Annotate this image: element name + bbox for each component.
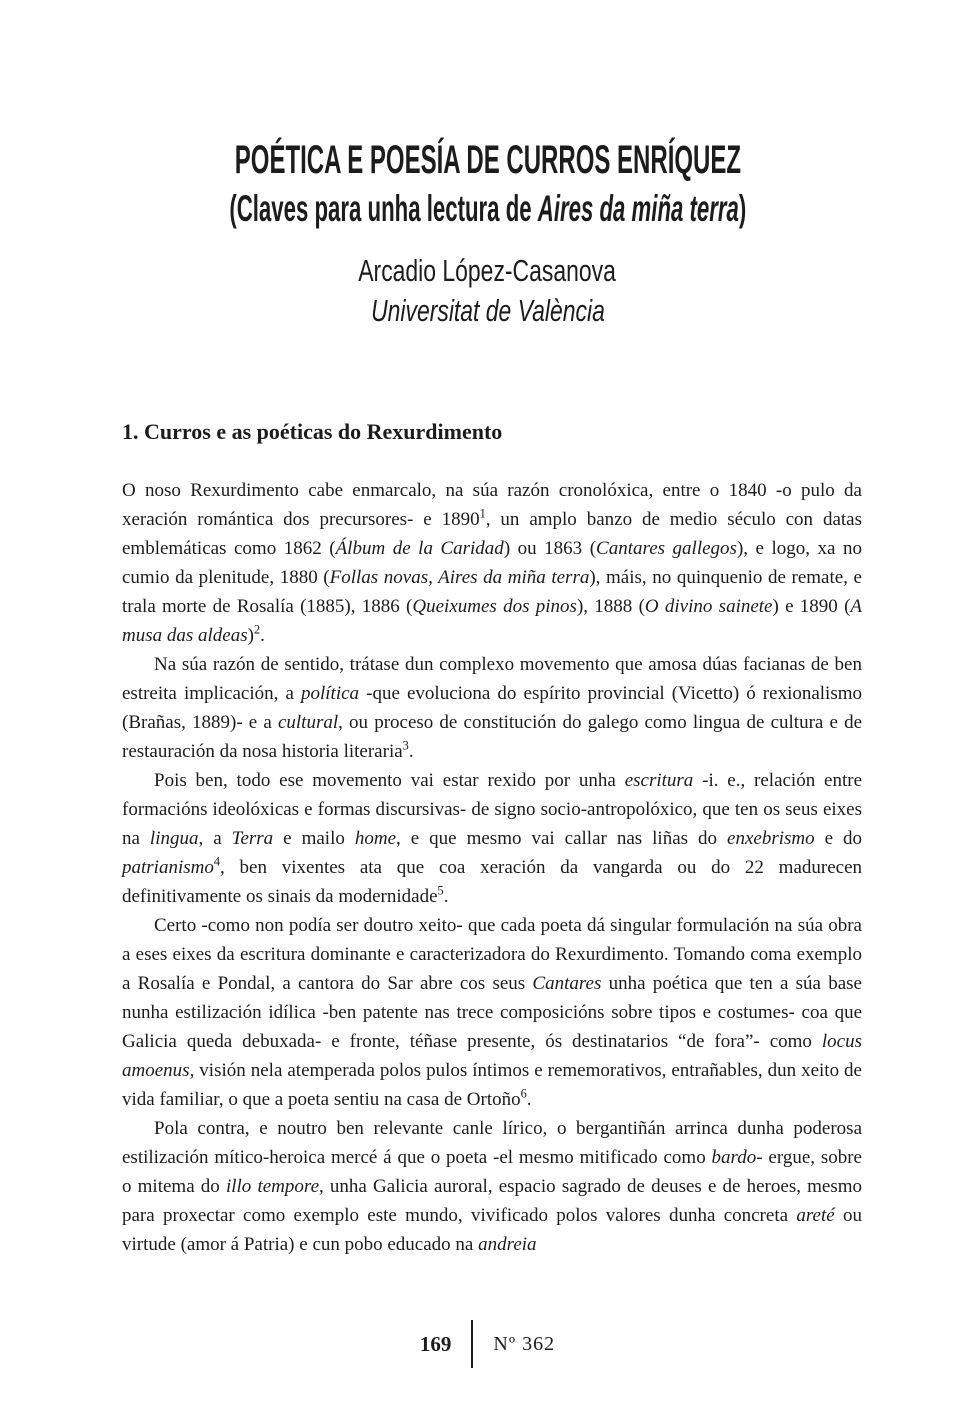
italic-run: patrianismo: [122, 857, 214, 878]
text-run: Pola contra, e noutro ben relevante canle lírico, o bergantiñán arrinca dunha poderosa estilización mítico-heroica mercé á que o poeta -el mesmo mitificado como: [122, 1118, 862, 1168]
title-block: [0, 138, 975, 230]
text-run: -i. e., relación entre formacións ideolóxicas e formas discursivas- de signo socio-antropolóxico, que ten os seus eixes na: [122, 770, 862, 849]
author-name: Arcadio López-Casanova: [358, 253, 617, 288]
text-run: e do: [814, 828, 863, 849]
italic-run: Cantares gallegos: [596, 538, 737, 559]
text-run: .: [408, 741, 414, 762]
article-title-line: [0, 138, 975, 183]
text-run: , a: [198, 828, 232, 849]
footnote-ref: 5: [437, 883, 444, 898]
italic-run: bardo: [711, 1147, 757, 1168]
work-title: Aires da miña terra: [537, 188, 739, 229]
author-affiliation: Universitat de València: [370, 293, 605, 328]
article-subtitle-line: [0, 183, 975, 230]
text-run: ) ou 1863 (: [503, 538, 597, 559]
text-run: Certo -como non podía ser doutro xeito- que cada poeta dá singular formulación na súa obra a eses eixes da escritura dominante e caracterizadora do Rexurdimento. Tomando coma exemplo a Rosalía e Pondal, a cantora do Sar abre cos seus: [122, 915, 862, 994]
italic-run: home: [354, 828, 397, 849]
footnote-ref: 6: [520, 1086, 527, 1101]
text-run: ), 1888 (: [576, 596, 645, 617]
footnote-ref: 2: [253, 622, 261, 637]
page-footer: [0, 1320, 975, 1368]
text-run: Pois ben, todo ese movemento vai estar rexido por unha: [154, 770, 625, 791]
italic-run: locus amoenus: [122, 1031, 862, 1081]
text-run: ), máis, no quinquenio de remate, e trala morte de Rosalía (1885), 1886 (: [122, 567, 862, 617]
italic-run: Queixumes dos pinos: [412, 596, 577, 617]
paragraph: [122, 650, 862, 766]
footnote-ref: 3: [402, 738, 409, 753]
affiliation-line: [0, 293, 975, 329]
italic-run: lingua: [149, 828, 199, 849]
footer-divider: [471, 1320, 473, 1368]
text-run: O noso Rexurdimento cabe enmarcalo, na súa razón cronolóxica, entre o 1840 -o pulo da xeración romántica dos precursores- e 1890: [122, 480, 862, 530]
paragraph: [122, 911, 862, 1114]
paragraph: [122, 476, 862, 650]
italic-run: cultural: [277, 712, 339, 733]
text-run: ): [247, 625, 254, 646]
author-line: [0, 253, 975, 289]
page-number: 169: [419, 1331, 452, 1356]
text-run: -que evoluciona do espírito provincial (Vicetto) ó rexionalismo (Brañas, 1889)- e a: [122, 683, 863, 733]
text-run: .: [260, 625, 265, 646]
italic-run: andreia: [478, 1234, 537, 1255]
text-run: .: [443, 886, 449, 907]
text-run: , visión nela atemperada polos pulos íntimos e rememorativos, entrañables, dun xeito de vida familiar, o que a poeta sentiu na casa de Ortoño: [122, 1060, 862, 1110]
text-run: , e que mesmo vai callar nas liñas do: [396, 828, 728, 849]
italic-run: O divino sainete: [644, 596, 773, 617]
italic-run: enxebrismo: [727, 828, 815, 849]
text-run: , un amplo banzo de medio século con datas emblemáticas como 1862 (: [122, 509, 862, 559]
text-run: unha poética que ten a súa base nunha estilización idílica -ben patente nas trece composicións sobre tipos e costumes- coa que Galicia queda debuxada- e fronte, téñase presente, ós destinatarios “de fora”- como: [122, 973, 862, 1052]
article-body: [122, 476, 862, 1259]
text-run: , ben vixentes ata que coa xeración da vangarda ou do 22 madurecen definitivamente os sinais da modernidade: [122, 857, 862, 907]
footnote-ref: 1: [479, 506, 486, 521]
italic-run: A musa das aldeas: [122, 596, 863, 646]
italic-run: Álbum de la Caridad: [335, 538, 504, 559]
italic-run: illo tempore: [225, 1176, 319, 1197]
paragraph: [122, 1114, 862, 1259]
italic-run: escritura: [624, 770, 694, 791]
text-run: ), e logo, xa no cumio da plenitude, 1880 (: [122, 538, 863, 588]
section-heading: 1. Curros e as poéticas do Rexurdimento: [122, 419, 503, 444]
text-run: - ergue, sobre o mitema do: [122, 1147, 862, 1197]
footnote-ref: 4: [213, 854, 221, 869]
paragraph: [122, 766, 862, 911]
subtitle-suffix: ): [738, 188, 746, 229]
text-run: e mailo: [273, 828, 355, 849]
italic-run: Cantares: [532, 973, 602, 994]
italic-run: areté: [796, 1205, 835, 1226]
text-run: ou virtude (amor á Patria) e cun pobo educado na: [122, 1205, 862, 1255]
issue-number: Nº 362: [493, 1332, 556, 1355]
subtitle-prefix: (Claves para unha lectura de: [229, 188, 538, 229]
article-title: POÉTICA E POESÍA DE CURROS ENRÍQUEZ: [234, 138, 741, 182]
article-subtitle: [229, 188, 746, 230]
text-run: Na súa razón de sentido, trátase dun complexo movemento que amosa dúas facianas de ben estreita implicación, a: [122, 654, 862, 704]
text-run: .: [526, 1089, 532, 1110]
text-run: , ou proceso de constitución do galego como lingua de cultura e de restauración da nosa historia literaria: [122, 712, 863, 762]
italic-run: Terra: [231, 828, 274, 849]
text-run: , unha Galicia auroral, espacio sagrado de deuses e de heroes, mesmo para proxectar como exemplo este mundo, vivificado polos valores dunha concreta: [122, 1176, 862, 1226]
text-run: ) e 1890 (: [772, 596, 851, 617]
italic-run: Follas novas, Aires da miña terra: [329, 567, 590, 588]
italic-run: política: [301, 683, 360, 704]
